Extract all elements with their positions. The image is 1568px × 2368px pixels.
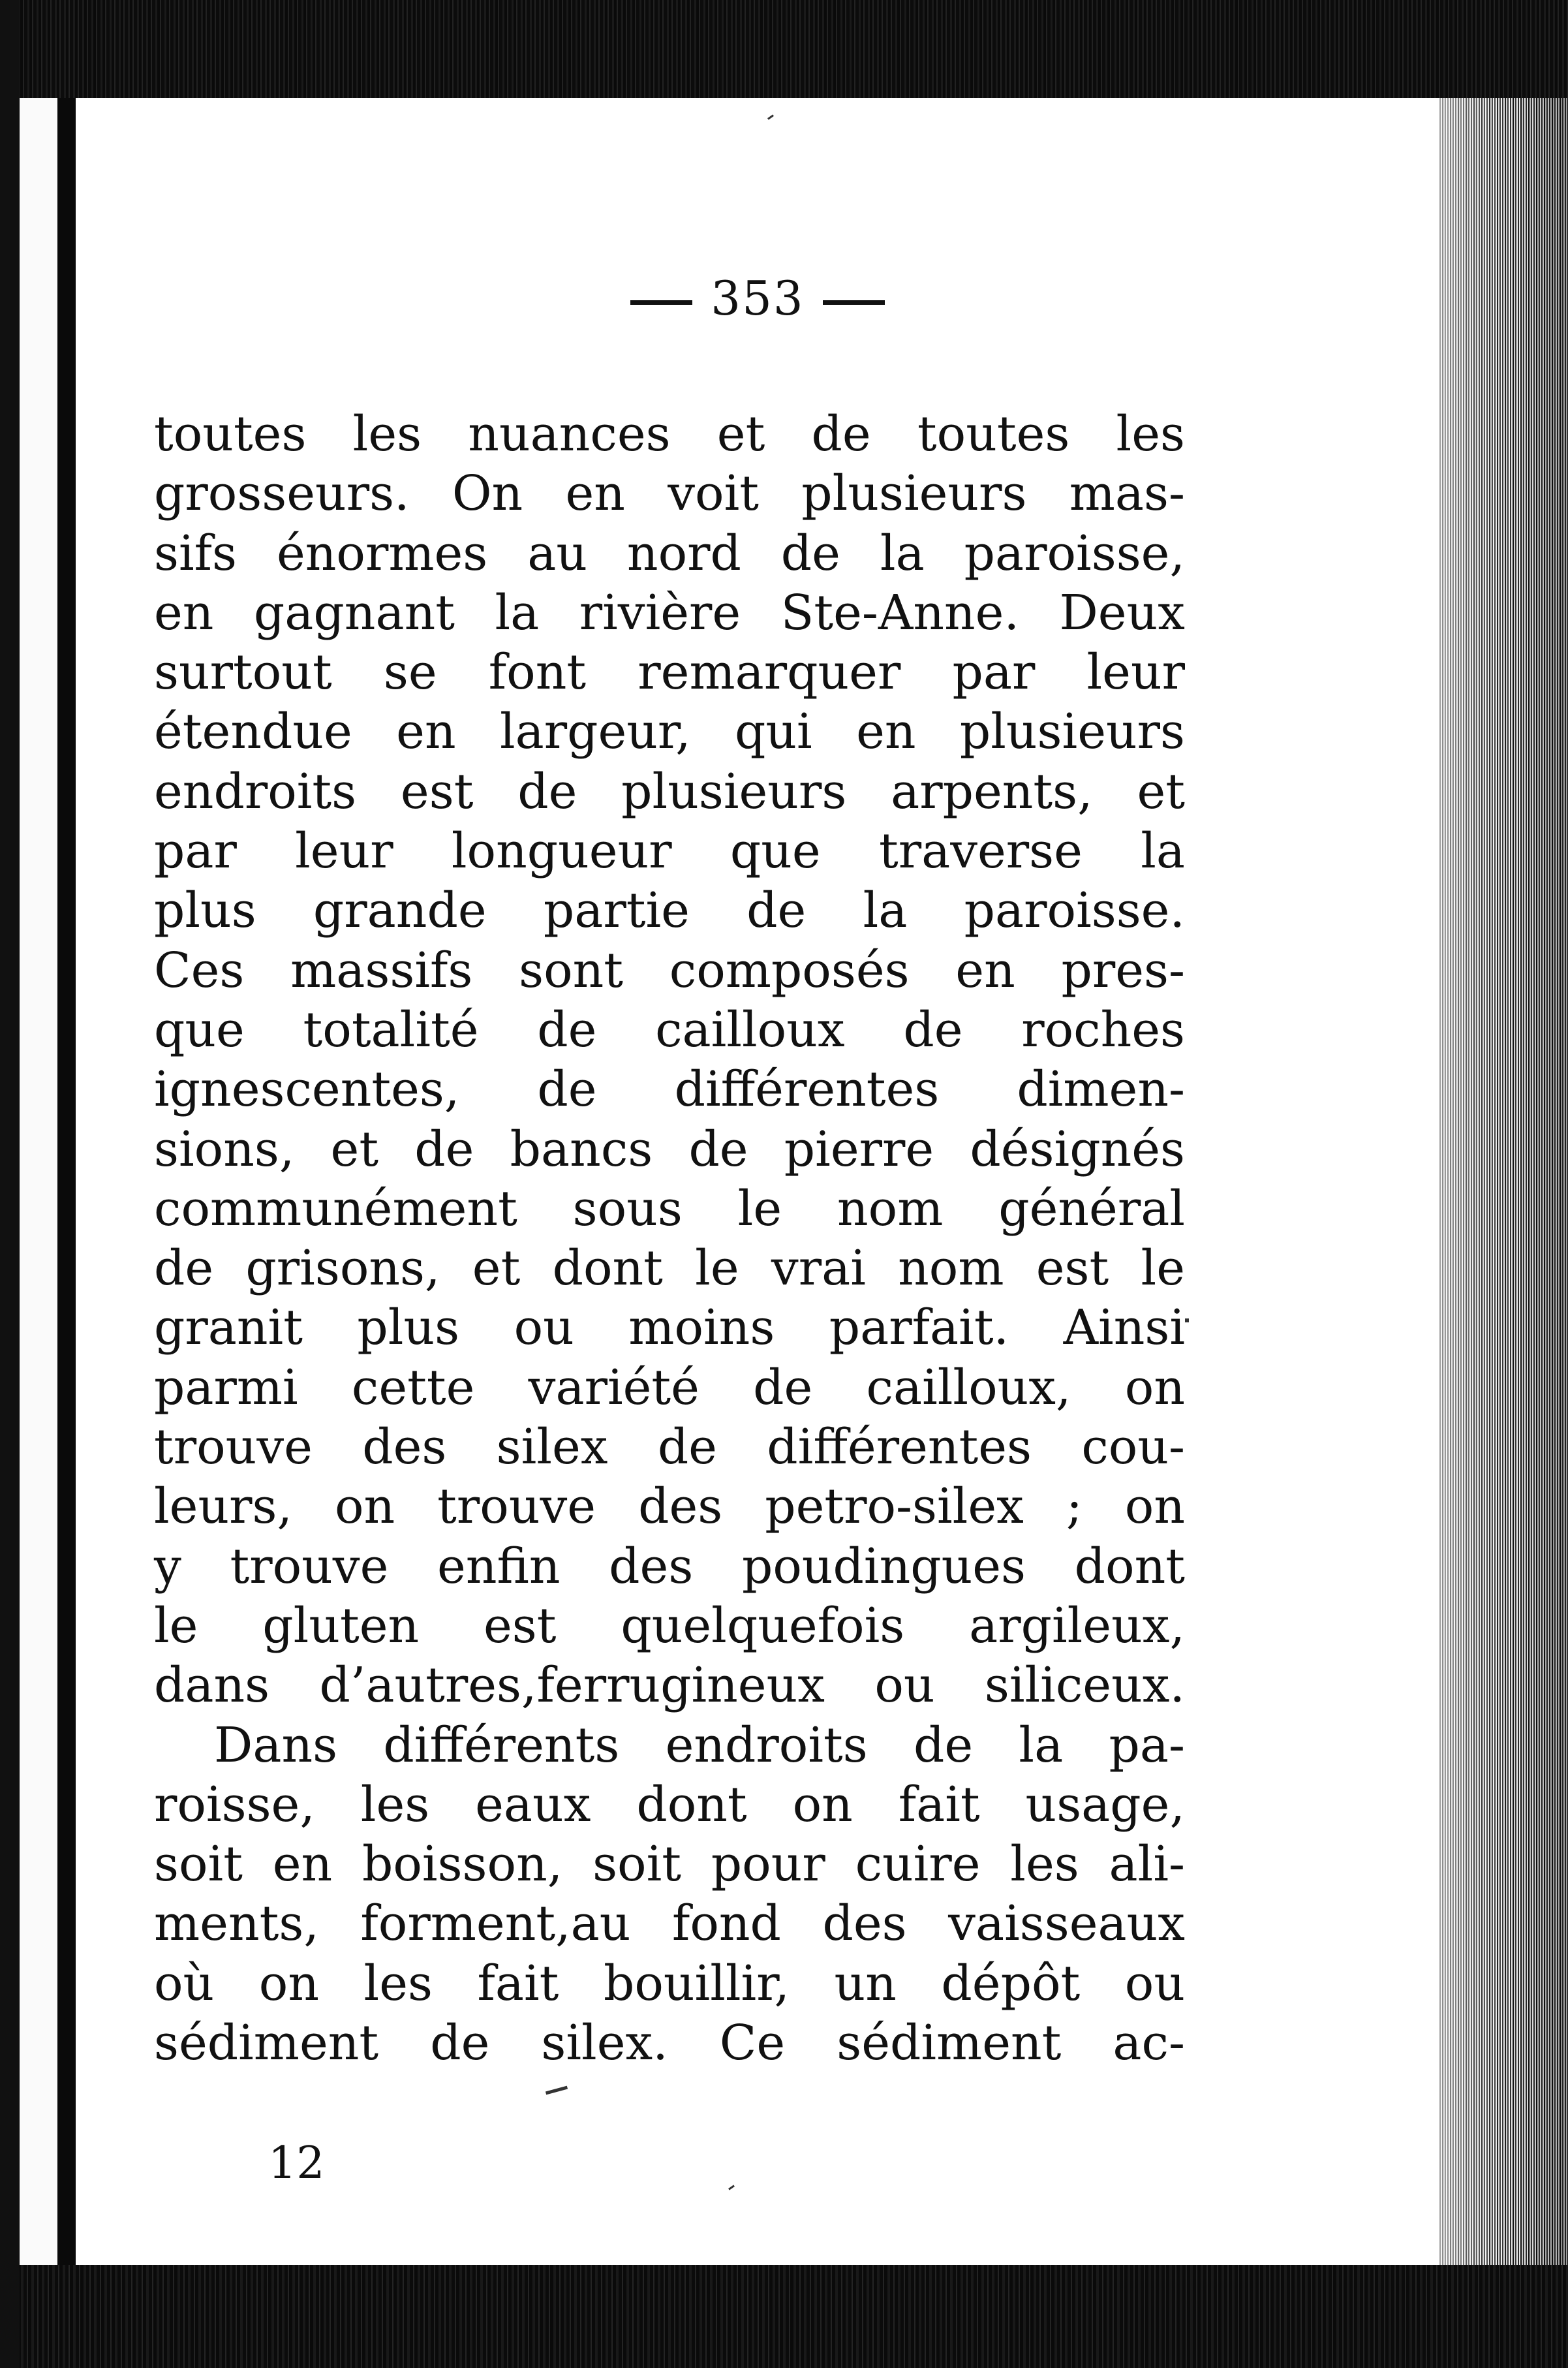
text-line: endroits est de plusieurs arpents, et xyxy=(154,763,1185,820)
text-line: de grisons, et dont le vrai nom est le xyxy=(154,1240,1185,1297)
text-line: sédiment de silex. Ce sédiment ac- xyxy=(154,2015,1185,2072)
text-line: soit en boisson, soit pour cuire les ali- xyxy=(154,1836,1185,1893)
text-line: plus grande partie de la paroisse. xyxy=(154,882,1185,939)
body-text xyxy=(154,405,1185,2073)
text-line: roisse, les eaux dont on fait usage, xyxy=(154,1776,1185,1833)
text-line: en gagnant la rivière Ste-Anne. Deux xyxy=(154,584,1185,641)
text-line: surtout se font remarquer par leur xyxy=(154,644,1185,701)
ink-speck xyxy=(546,2086,568,2095)
text-line: communément sous le nom général xyxy=(154,1180,1185,1237)
text-line: grosseurs. On en voit plusieurs mas- xyxy=(154,465,1185,522)
ink-speck xyxy=(1185,1318,1189,1322)
text-line: leurs, on trouve des petro-silex ; on xyxy=(154,1478,1185,1535)
text-line: parmi cette variété de cailloux, on xyxy=(154,1359,1185,1416)
text-line: sifs énormes au nord de la paroisse, xyxy=(154,525,1185,582)
text-line: que totalité de cailloux de roches xyxy=(154,1001,1185,1058)
text-line: toutes les nuances et de toutes les xyxy=(154,406,1185,462)
scan-bottom-border xyxy=(0,2265,1568,2368)
page-number: 353 xyxy=(711,271,805,326)
scan-left-border xyxy=(0,0,20,2368)
text-line: étendue en largeur, qui en plusieurs xyxy=(154,704,1185,760)
book-page xyxy=(76,98,1439,2265)
paragraph-first-line: Dans différents endroits de la pa- xyxy=(214,1717,1185,1773)
text-line: Ces massifs sont composés en pres- xyxy=(154,942,1185,999)
text-line: ignescentes, de différentes dimen- xyxy=(154,1061,1185,1118)
text-line: par leur longueur que traverse la xyxy=(154,823,1185,880)
page-header xyxy=(76,271,1439,326)
text-line: où on les fait bouillir, un dépôt ou xyxy=(154,1955,1185,2012)
page-margin-strip xyxy=(20,98,59,2265)
text-line: le gluten est quelquefois argileux, xyxy=(154,1597,1185,1654)
text-line: trouve des silex de différentes cou- xyxy=(154,1419,1185,1476)
ink-speck xyxy=(728,2185,735,2190)
scan-top-border xyxy=(0,0,1568,98)
text-line: sions, et de bancs de pierre désignés xyxy=(154,1121,1185,1177)
text-line: dans d’autres,ferrugineux ou siliceux. xyxy=(154,1657,1185,1714)
text-line: y trouve enfin des poudingues dont xyxy=(154,1538,1185,1595)
signature-mark: 12 xyxy=(268,2138,325,2189)
header-dash-right xyxy=(823,300,885,305)
ink-speck xyxy=(767,114,774,119)
binding-edge xyxy=(57,98,76,2265)
header-dash-left xyxy=(630,300,692,305)
page-fore-edge xyxy=(1439,98,1568,2265)
text-line: ments, forment,au fond des vaisseaux xyxy=(154,1895,1185,1952)
text-line: granit plus ou moins parfait. Ainsi xyxy=(154,1300,1185,1356)
